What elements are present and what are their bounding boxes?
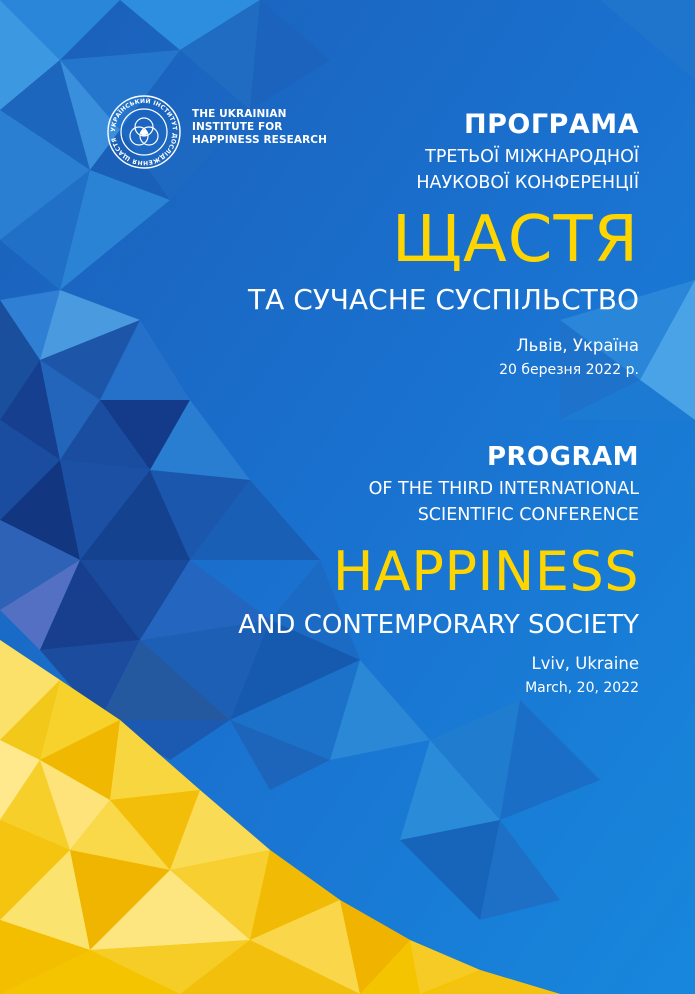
en-conference-subtitle: AND CONTEMPORARY SOCIETY: [238, 610, 639, 640]
institute-name-line: THE UKRAINIAN: [192, 108, 287, 120]
ua-subheading-line: НАУКОВОЇ КОНФЕРЕНЦІЇ: [416, 173, 639, 193]
ua-subheading-line: ТРЕТЬОЇ МІЖНАРОДНОЇ: [425, 147, 639, 167]
institute-name-line: INSTITUTE FOR: [192, 121, 283, 133]
ua-conference-subtitle: ТА СУЧАСНЕ СУСПІЛЬСТВО: [248, 283, 639, 316]
en-date: March, 20, 2022: [525, 680, 639, 696]
ua-location: Львів, Україна: [516, 336, 639, 355]
ua-program-heading: ПРОГРАМА: [464, 109, 639, 140]
en-program-heading: PROGRAM: [486, 442, 639, 472]
en-subheading-line: SCIENTIFIC CONFERENCE: [417, 505, 639, 525]
en-location: Lviv, Ukraine: [531, 654, 639, 673]
svg-text:УКРАЇНСЬКИЙ ІНСТИТУТ ДОСЛІДЖЕН: УКРАЇНСЬКИЙ ІНСТИТУТ ДОСЛІДЖЕННЯ ЩАСТЯ: [109, 97, 179, 167]
ua-conference-title: ЩАСТЯ: [391, 203, 639, 277]
institute-seal-icon: [106, 94, 182, 170]
ua-date: 20 березня 2022 р.: [499, 362, 639, 378]
institute-name: [192, 108, 327, 147]
en-subheading-line: OF THE THIRD INTERNATIONAL: [368, 479, 639, 499]
institute-logo: [106, 94, 327, 174]
institute-name-line: HAPPINESS RESEARCH: [192, 134, 327, 146]
en-conference-title: HAPPINESS: [332, 540, 639, 603]
